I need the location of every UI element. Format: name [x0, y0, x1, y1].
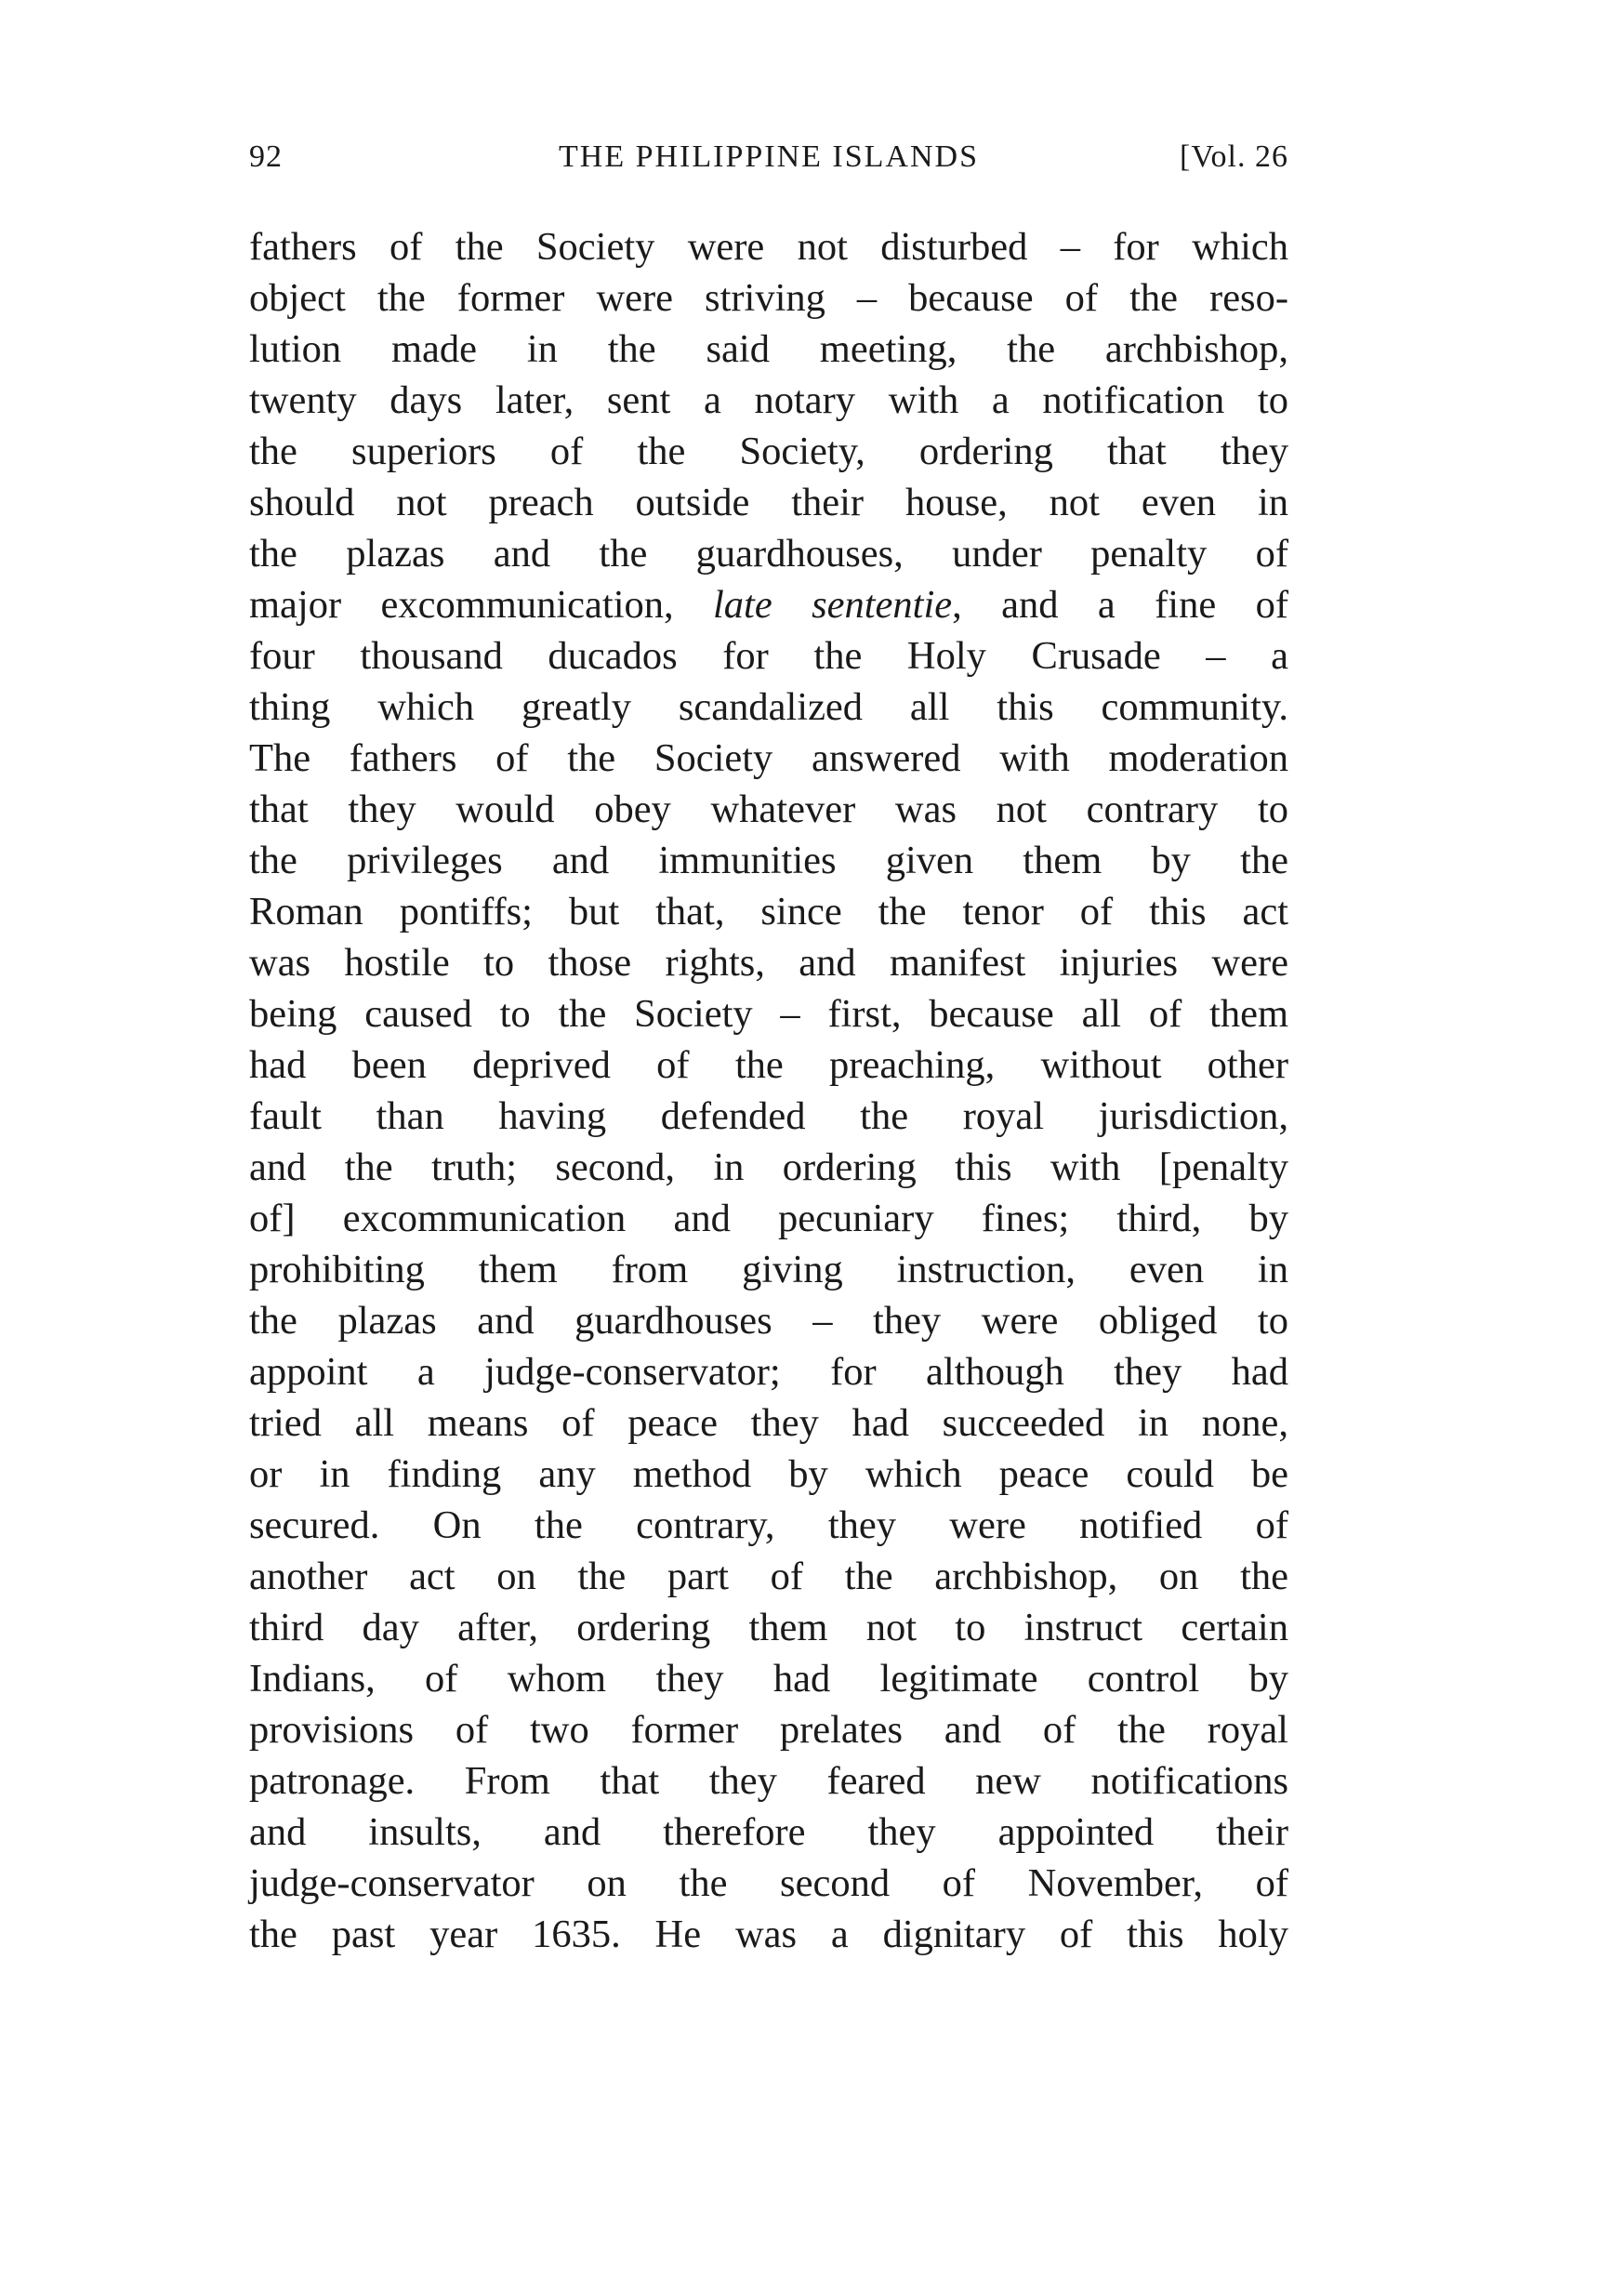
latin-phrase: late sententie — [713, 583, 953, 627]
text-segment: major excommunication, — [249, 583, 713, 627]
text-line: the plazas and guardhouses – they were obliged to — [249, 1299, 1288, 1343]
text-line: the privileges and immunities given them by the — [249, 839, 1288, 882]
text-line: the superiors of the Society, ordering that they — [249, 430, 1288, 473]
text-line — [249, 579, 1288, 630]
volume-label: [Vol. 26 — [1180, 139, 1288, 174]
text-line: patronage. From that they feared new notifications — [249, 1759, 1288, 1803]
text-line: object the former were striving – because of the reso- — [249, 276, 1288, 320]
text-line: four thousand ducados for the Holy Crusade – a — [249, 634, 1288, 678]
page-number: 92 — [249, 139, 283, 174]
text-line: should not preach outside their house, not even in — [249, 481, 1288, 524]
text-line: judge-conservator on the second of November, of — [249, 1861, 1288, 1905]
text-line: secured. On the contrary, they were notified of — [249, 1503, 1288, 1547]
text-line: Roman pontiffs; but that, since the tenor of this act — [249, 890, 1288, 933]
text-line: fathers of the Society were not disturbed – for which — [249, 225, 1288, 269]
text-line: prohibiting them from giving instruction, even in — [249, 1248, 1288, 1291]
text-line: was hostile to those rights, and manifest injuries were — [249, 941, 1288, 985]
text-segment: , and a fine of — [952, 583, 1288, 627]
running-title: THE PHILIPPINE ISLANDS — [559, 139, 979, 174]
text-line: and insults, and therefore they appointed their — [249, 1810, 1288, 1854]
text-line: tried all means of peace they had succeeded in none, — [249, 1401, 1288, 1445]
text-line: of] excommunication and pecuniary fines; third, by — [249, 1197, 1288, 1240]
text-line: lution made in the said meeting, the archbishop, — [249, 327, 1288, 371]
text-line: The fathers of the Society answered with moderation — [249, 736, 1288, 780]
text-line: another act on the part of the archbishop, on the — [249, 1555, 1288, 1598]
text-line: appoint a judge-conservator; for although they had — [249, 1350, 1288, 1394]
text-line: fault than having defended the royal jurisdiction, — [249, 1094, 1288, 1138]
text-line: that they would obey whatever was not contrary to — [249, 788, 1288, 831]
text-line: third day after, ordering them not to instruct certain — [249, 1606, 1288, 1649]
text-line: or in finding any method by which peace could be — [249, 1452, 1288, 1496]
text-line: being caused to the Society – first, because all of them — [249, 992, 1288, 1036]
body-text — [249, 221, 1288, 1960]
text-line: the plazas and the guardhouses, under penalty of — [249, 532, 1288, 576]
text-line: and the truth; second, in ordering this with [penalty — [249, 1145, 1288, 1189]
page-header — [249, 139, 1288, 195]
text-line: Indians, of whom they had legitimate control by — [249, 1657, 1288, 1701]
text-line: had been deprived of the preaching, without other — [249, 1043, 1288, 1087]
text-line: twenty days later, sent a notary with a notification to — [249, 378, 1288, 422]
text-line: the past year 1635. He was a dignitary of this holy — [249, 1913, 1288, 1956]
text-line: provisions of two former prelates and of the royal — [249, 1708, 1288, 1752]
text-line: thing which greatly scandalized all this community. — [249, 685, 1288, 729]
